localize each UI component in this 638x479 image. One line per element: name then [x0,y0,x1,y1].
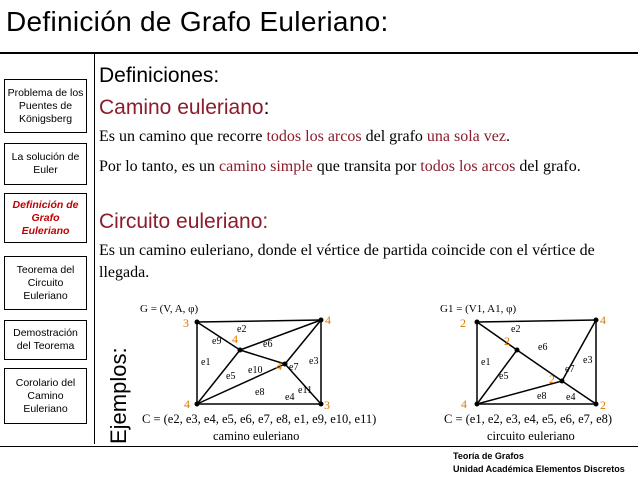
sidebar-item-label: Problema de los Puentes de Königsberg [7,86,84,125]
edge-label: e2 [237,324,247,335]
sidebar-item-label: Corolario del Camino Euleriano [15,376,76,415]
edge-label: e5 [499,371,509,382]
text-run: que transita por [312,158,421,175]
text-run: del grafo [361,128,427,145]
degree-label: 4 [461,397,467,411]
graph1-edge-top [197,320,321,322]
graph1-vertex [283,362,288,367]
graph1-edge-labels [201,324,318,403]
section-heading-definiciones: Definiciones: [99,64,220,87]
highlight-todos-los-arcos-2: todos los arcos [420,158,516,175]
edge-label: e6 [538,342,548,353]
graph1-sequence: C = (e2, e3, e4, e5, e6, e7, e8, e1, e9, e10, e11) [142,412,377,426]
graph2-vertex [475,402,480,407]
edge-label: e6 [263,339,273,350]
footer-rule [0,446,638,447]
edge-label: e8 [255,387,265,398]
sidebar-item-label: Demostración del Teorema [13,327,78,352]
degree-label: 4 [600,313,606,327]
graph2-edge-top [477,320,596,322]
sidebar-item-label: La solución de Euler [11,151,80,176]
edge-label: e4 [566,392,576,403]
graph2-sequence: C = (e1, e2, e3, e4, e5, e6, e7, e8) [444,412,613,426]
graph1-edge-e8 [197,364,285,404]
edge-label: e8 [537,391,547,402]
degree-label: 4 [232,332,238,346]
sidebar-item-label: Teorema del Circuito Euleriano [16,263,75,302]
text-run: . [505,128,510,145]
edge-label: e3 [583,355,593,366]
graph1-vertex [319,402,324,407]
highlight-una-sola-vez: una sola vez [426,128,506,145]
graph2-vertex [515,348,520,353]
graph2-vertex [594,402,599,407]
graph2-vertex [560,379,565,384]
degree-label: 2 [460,316,466,330]
graph1-vertex [195,402,200,407]
edge-label: e1 [481,357,491,368]
graph1-label: G = (V, A, φ) [140,303,199,315]
graph2-caption: circuito euleriano [487,429,575,443]
heading-circuito-euleriano: Circuito euleriano: [99,210,269,233]
degree-label: 4 [276,359,282,373]
text-run: Por lo tanto, es un [99,158,219,175]
graph2-edge-e6 [517,350,562,381]
edge-label: e7 [565,364,575,375]
edge-label: e11 [298,385,313,396]
degree-label: 4 [325,313,331,327]
graph2-vertex [594,318,599,323]
edge-label: e2 [511,324,521,335]
edge-label: e10 [248,365,263,376]
footer-line2: Unidad Académica Elementos Discretos [453,464,625,474]
edge-label: e7 [289,362,299,373]
edge-label: e4 [285,392,295,403]
text-run: del grafo. [515,158,581,175]
degree-label: 2 [549,372,555,386]
graph2-vertex [475,320,480,325]
circuito-definition: Es un camino euleriano, donde el vértice de partida coincide con el vértice de llegada. [99,242,595,281]
edge-label: e9 [212,336,222,347]
graph2-label: G1 = (V1, A1, φ) [440,303,517,315]
edge-label: e1 [201,357,211,368]
degree-label: 2 [600,398,606,412]
highlight-todos-los-arcos: todos los arcos [266,128,362,145]
graph1-vertex [195,320,200,325]
graph1-vertex [319,318,324,323]
sidebar-item-label: Definición de Grafo Euleriano [12,198,79,237]
text-run: Es un camino que recorre [99,128,267,145]
footer-line1: Teoría de Grafos [453,451,524,461]
highlight-camino-simple: camino simple [219,158,313,175]
graph1-vertex [238,348,243,353]
page-title: Definición de Grafo Euleriano: [6,6,389,37]
edge-label: e3 [309,356,319,367]
degree-label: 3 [324,398,330,412]
graph1-caption: camino euleriano [213,429,300,443]
edge-label: e5 [226,371,236,382]
degree-label: 2 [504,334,510,348]
ejemplos-label: Ejemplos: [106,347,131,444]
camino-colon: : [263,96,270,119]
camino-term: Camino euleriano [99,96,264,119]
degree-label: 4 [184,397,190,411]
degree-label: 3 [183,316,189,330]
